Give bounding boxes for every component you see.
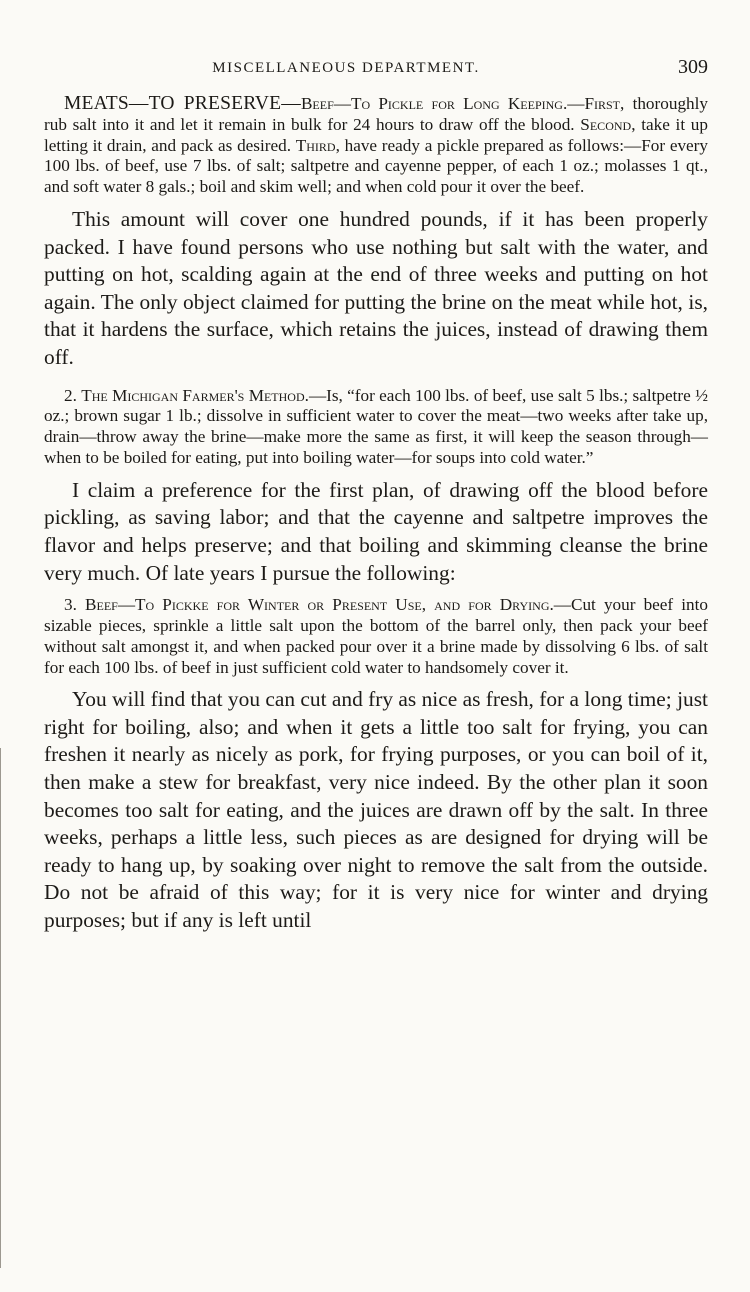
page-number: 309 xyxy=(678,56,708,78)
paragraph-beef-winter xyxy=(44,595,708,678)
book-page xyxy=(44,58,708,935)
running-head xyxy=(44,58,708,92)
subheading: The Michigan Farmer's Method. xyxy=(81,385,309,405)
paragraph-text: —Cut your beef into sizable pieces, sprinkle a little salt upon the bottom of the barrel only, then pack your beef without salt amongst it, and when packed pour over it a brine made by dissolving 6 lbs. of salt for each 100 lbs. of beef in just sufficient cold water to handsomely cover it. xyxy=(44,595,709,677)
item-number: 2. xyxy=(64,385,82,405)
step-first-label: —First xyxy=(567,94,621,113)
step-first-text: , thoroughly rub salt into it and let it remain in bulk for 24 hours to draw off the blood. xyxy=(44,94,708,134)
paragraph-text: —Is, “for each 100 lbs. of beef, use salt 5 lbs.; saltpetre ½ oz.; brown sugar 1 lb.; dissolve in sufficient water to cover the meat—two weeks after take up, drain—throw away the brine—make more the same as first, it will keep the season through—when to be boiled for eating, put into boiling water—for soups into cold water.” xyxy=(44,385,708,467)
step-third-text: , have ready a pickle prepared as follows:—For every 100 lbs. of beef, use 7 lbs. of salt; saltpetre and cayenne pepper, of each 1 oz.; molasses 1 qt., and soft water 8 gals.; boil and skim well; and when cold pour it over the beef. xyxy=(44,135,708,197)
margin-binding-line xyxy=(0,748,7,1268)
paragraph-amount-note: This amount will cover one hundred pounds, if it has been properly packed. I have found persons who use nothing but salt with the water, and putting on hot, scalding again at the end of three weeks and putting on hot again. The only object claimed for putting the brine on the meat while hot, is, that it hardens the surface, which retains the juices, instead of drawing them off. xyxy=(44,206,708,369)
paragraph-you-will-find: You will find that you can cut and fry as nice as fresh, for a long time; just right for boiling, also; and when it gets a little too salt for frying, you can freshen it nearly as nicely as pork, for frying purposes, or you can boil of it, then make a stew for breakfast, very nice indeed. By the other plan it soon becomes too salt for eating, and the juices are drawn off by the salt. In three weeks, perhaps a little less, such pieces as are designed for drying will be ready to hang up, by soaking over night to remove the salt from the outside. Do not be afraid of this way; for it is very nice for winter and drying purposes; but if any is left until xyxy=(44,687,708,933)
paragraph-claim-preference: I claim a preference for the first plan, of drawing off the blood before pickling, as saving labor; and that the cayenne and saltpetre improves the flavor and helps preserve; and that boiling and skimming cleanse the brine very much. Of late years I pursue the following: xyxy=(44,477,708,585)
step-second-text: , take it up letting it drain, and pack as desired. xyxy=(44,114,708,155)
section-heading: MEATS—TO PRESERVE— xyxy=(64,93,301,114)
subheading: Beef—To Pickle for Long Keeping. xyxy=(300,94,568,113)
paragraph-meats-to-preserve xyxy=(44,94,708,198)
subheading: Beef—To Pickke for Winter or Present Use, and for Drying. xyxy=(85,595,554,615)
step-third-label: Third xyxy=(295,135,336,155)
item-number: 3. xyxy=(64,595,86,615)
page-content xyxy=(44,94,708,935)
step-second-label: Second xyxy=(580,114,632,134)
paragraph-michigan-farmer xyxy=(44,386,708,469)
running-title: MISCELLANEOUS DEPARTMENT. xyxy=(212,60,480,76)
